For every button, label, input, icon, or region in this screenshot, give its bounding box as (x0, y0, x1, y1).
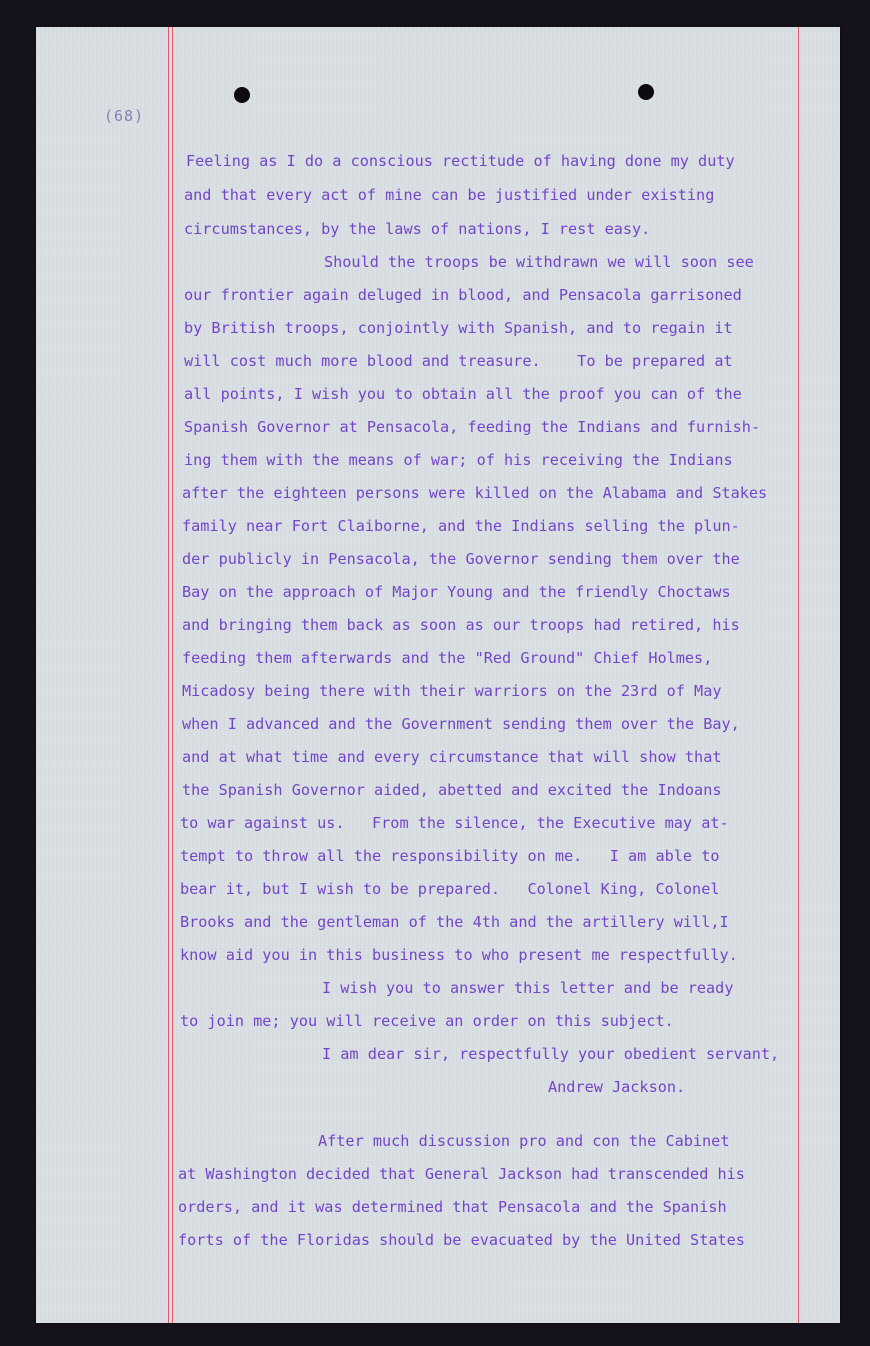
text-line: I am dear sir, respectfully your obedient servant, (322, 1045, 780, 1063)
text-line: the Spanish Governor aided, abetted and excited the Indoans (182, 781, 722, 799)
text-line: when I advanced and the Government sending them over the Bay, (182, 715, 740, 733)
text-line: After much discussion pro and con the Cabinet (318, 1132, 730, 1150)
text-line: orders, and it was determined that Pensacola and the Spanish (178, 1198, 727, 1216)
text-line: and at what time and every circumstance that will show that (182, 748, 722, 766)
text-line: by British troops, conjointly with Spanish, and to regain it (184, 319, 733, 337)
text-line: will cost much more blood and treasure. To be prepared at (184, 352, 733, 370)
text-line: to join me; you will receive an order on this subject. (180, 1012, 674, 1030)
text-line: der publicly in Pensacola, the Governor sending them over the (182, 550, 740, 568)
signature-line: Andrew Jackson. (548, 1078, 686, 1096)
page-number: (68) (104, 107, 145, 125)
typed-letter-body (36, 27, 840, 1249)
text-line: Spanish Governor at Pensacola, feeding the Indians and furnish- (184, 418, 761, 436)
text-line: bear it, but I wish to be prepared. Colonel King, Colonel (180, 880, 720, 898)
text-line: after the eighteen persons were killed on the Alabama and Stakes (182, 484, 768, 502)
text-line: Brooks and the gentleman of the 4th and the artillery will,I (180, 913, 729, 931)
text-line: and that every act of mine can be justified under existing (184, 186, 715, 204)
text-line: ing them with the means of war; of his receiving the Indians (184, 451, 733, 469)
text-line: know aid you in this business to who present me respectfully. (180, 946, 738, 964)
text-line: circumstances, by the laws of nations, I rest easy. (184, 220, 651, 238)
text-line: I wish you to answer this letter and be ready (322, 979, 734, 997)
text-line: our frontier again deluged in blood, and Pensacola garrisoned (184, 286, 742, 304)
text-line: at Washington decided that General Jackson had transcended his (178, 1165, 745, 1183)
text-line: feeding them afterwards and the "Red Ground" Chief Holmes, (182, 649, 713, 667)
text-line: Should the troops be withdrawn we will soon see (324, 253, 754, 271)
text-line: Micadosy being there with their warriors on the 23rd of May (182, 682, 722, 700)
text-line: to war against us. From the silence, the Executive may at- (180, 814, 729, 832)
text-line: family near Fort Claiborne, and the Indians selling the plun- (182, 517, 740, 535)
text-line: Feeling as I do a conscious rectitude of having done my duty (186, 152, 735, 170)
document-page (36, 27, 840, 1323)
text-line: and bringing them back as soon as our troops had retired, his (182, 616, 740, 634)
text-line: forts of the Floridas should be evacuated by the United States (178, 1231, 745, 1249)
text-line: all points, I wish you to obtain all the proof you can of the (184, 385, 742, 403)
text-line: tempt to throw all the responsibility on me. I am able to (180, 847, 720, 865)
text-line: Bay on the approach of Major Young and the friendly Choctaws (182, 583, 731, 601)
